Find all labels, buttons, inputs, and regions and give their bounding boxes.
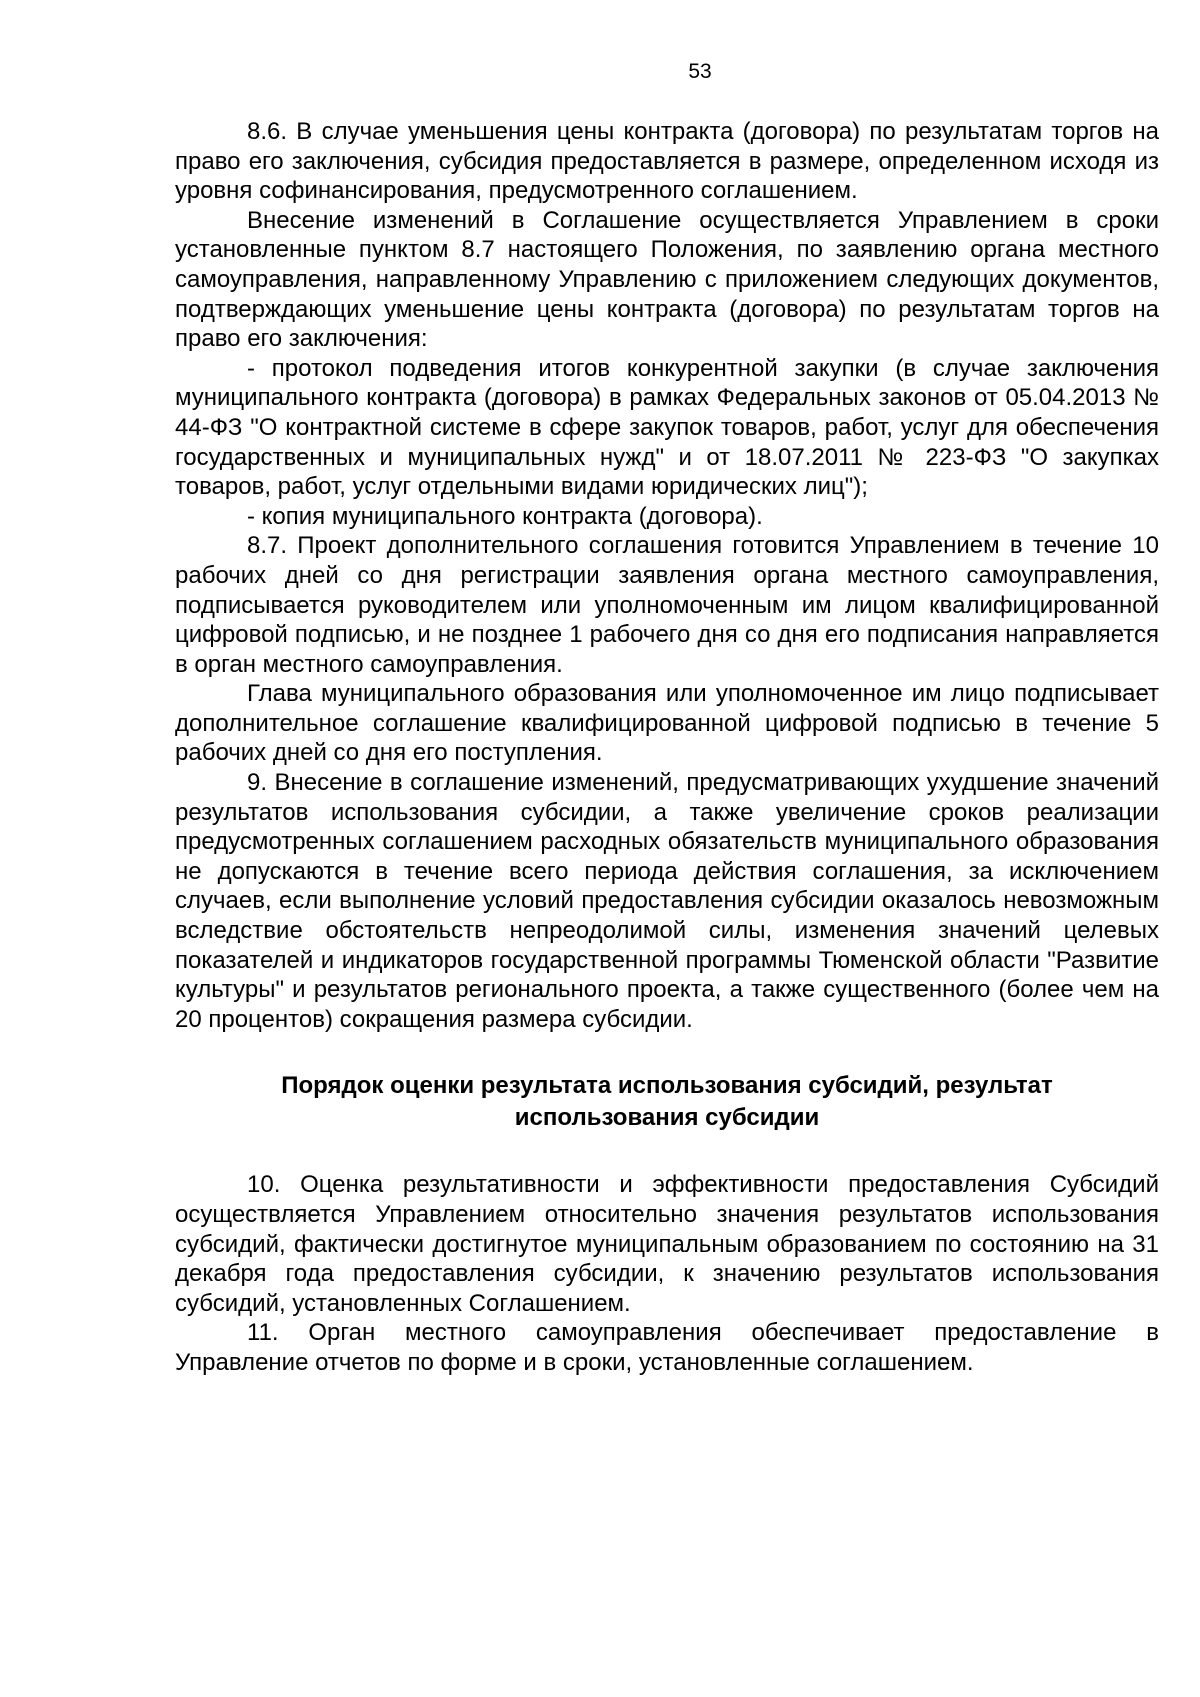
page-number: 53 (688, 60, 712, 83)
section-heading (175, 1070, 1159, 1134)
paragraph-10: 10. Оценка результативности и эффективности предоставления Субсидий осуществляется Управлением относительно значения результатов использования субсидий, фактически достигнутое муниципальным образованием по состоянию на 31 декабря года предоставления субсидии, к значению результатов использования субсидий, установленных Соглашением. (175, 1171, 1159, 1317)
document-body (175, 117, 1159, 1378)
paragraph-protocol-item: - протокол подведения итогов конкурентной закупки (в случае заключения муниципального контракта (договора) в рамках Федеральных законов от 05.04.2013 № 44-ФЗ "О контрактной системе в сфере закупок товаров, работ, услуг для обеспечения государственных и муниципальных нужд" и от 18.07.2011 № 223-ФЗ "О закупках товаров, работ, услуг отдельными видами юридических лиц"); (175, 354, 1159, 501)
paragraph-contract-copy-item: - копия муниципального контракта (договора). (247, 502, 763, 530)
paragraph-amendment-procedure: Внесение изменений в Соглашение осуществляется Управлением в сроки установленные пунктом 8.7 настоящего Положения, по заявлению органа местного самоуправления, направленному Управлению с приложением следующих документов, подтверждающих уменьшение цены контракта (договора) по результатам торгов на право его заключения: (175, 206, 1159, 353)
section-heading-line-1: Порядок оценки результата использования субсидий, результат (281, 1072, 1053, 1100)
paragraph-8-7: 8.7. Проект дополнительного соглашения готовится Управлением в течение 10 рабочих дней со дня регистрации заявления органа местного самоуправления, подписывается руководителем или уполномоченным им лицом квалифицированной цифровой подписью, и не позднее 1 рабочего дня со дня его подписания направляется в орган местного самоуправления. (175, 532, 1159, 678)
paragraph-11: 11. Орган местного самоуправления обеспечивает предоставление в Управление отчетов по форме и в сроки, установленные соглашением. (175, 1319, 1159, 1376)
paragraph-8-6: 8.6. В случае уменьшения цены контракта (договора) по результатам торгов на право его заключения, субсидия предоставляется в размере, определенном исходя из уровня софинансирования, предусмотренного соглашением. (175, 118, 1159, 205)
section-heading-line-2: использования субсидии (514, 1104, 820, 1132)
paragraph-head-signature: Глава муниципального образования или уполномоченное им лицо подписывает дополнительное соглашение квалифицированной цифровой подписью в течение 5 рабочих дней со дня его поступления. (175, 680, 1159, 767)
paragraph-9: 9. Внесение в соглашение изменений, предусматривающих ухудшение значений результатов использования субсидии, а также увеличение сроков реализации предусмотренных соглашением расходных обязательств муниципального образования не допускаются в течение всего периода действия соглашения, за исключением случаев, если выполнение условий предоставления субсидии оказалось невозможным вследствие обстоятельств непреодолимой силы, изменения значений целевых показателей и индикаторов государственной программы Тюменской области "Развитие культуры" и результатов регионального проекта, а также существенного (более чем на 20 процентов) сокращения размера субсидии. (175, 769, 1159, 1033)
